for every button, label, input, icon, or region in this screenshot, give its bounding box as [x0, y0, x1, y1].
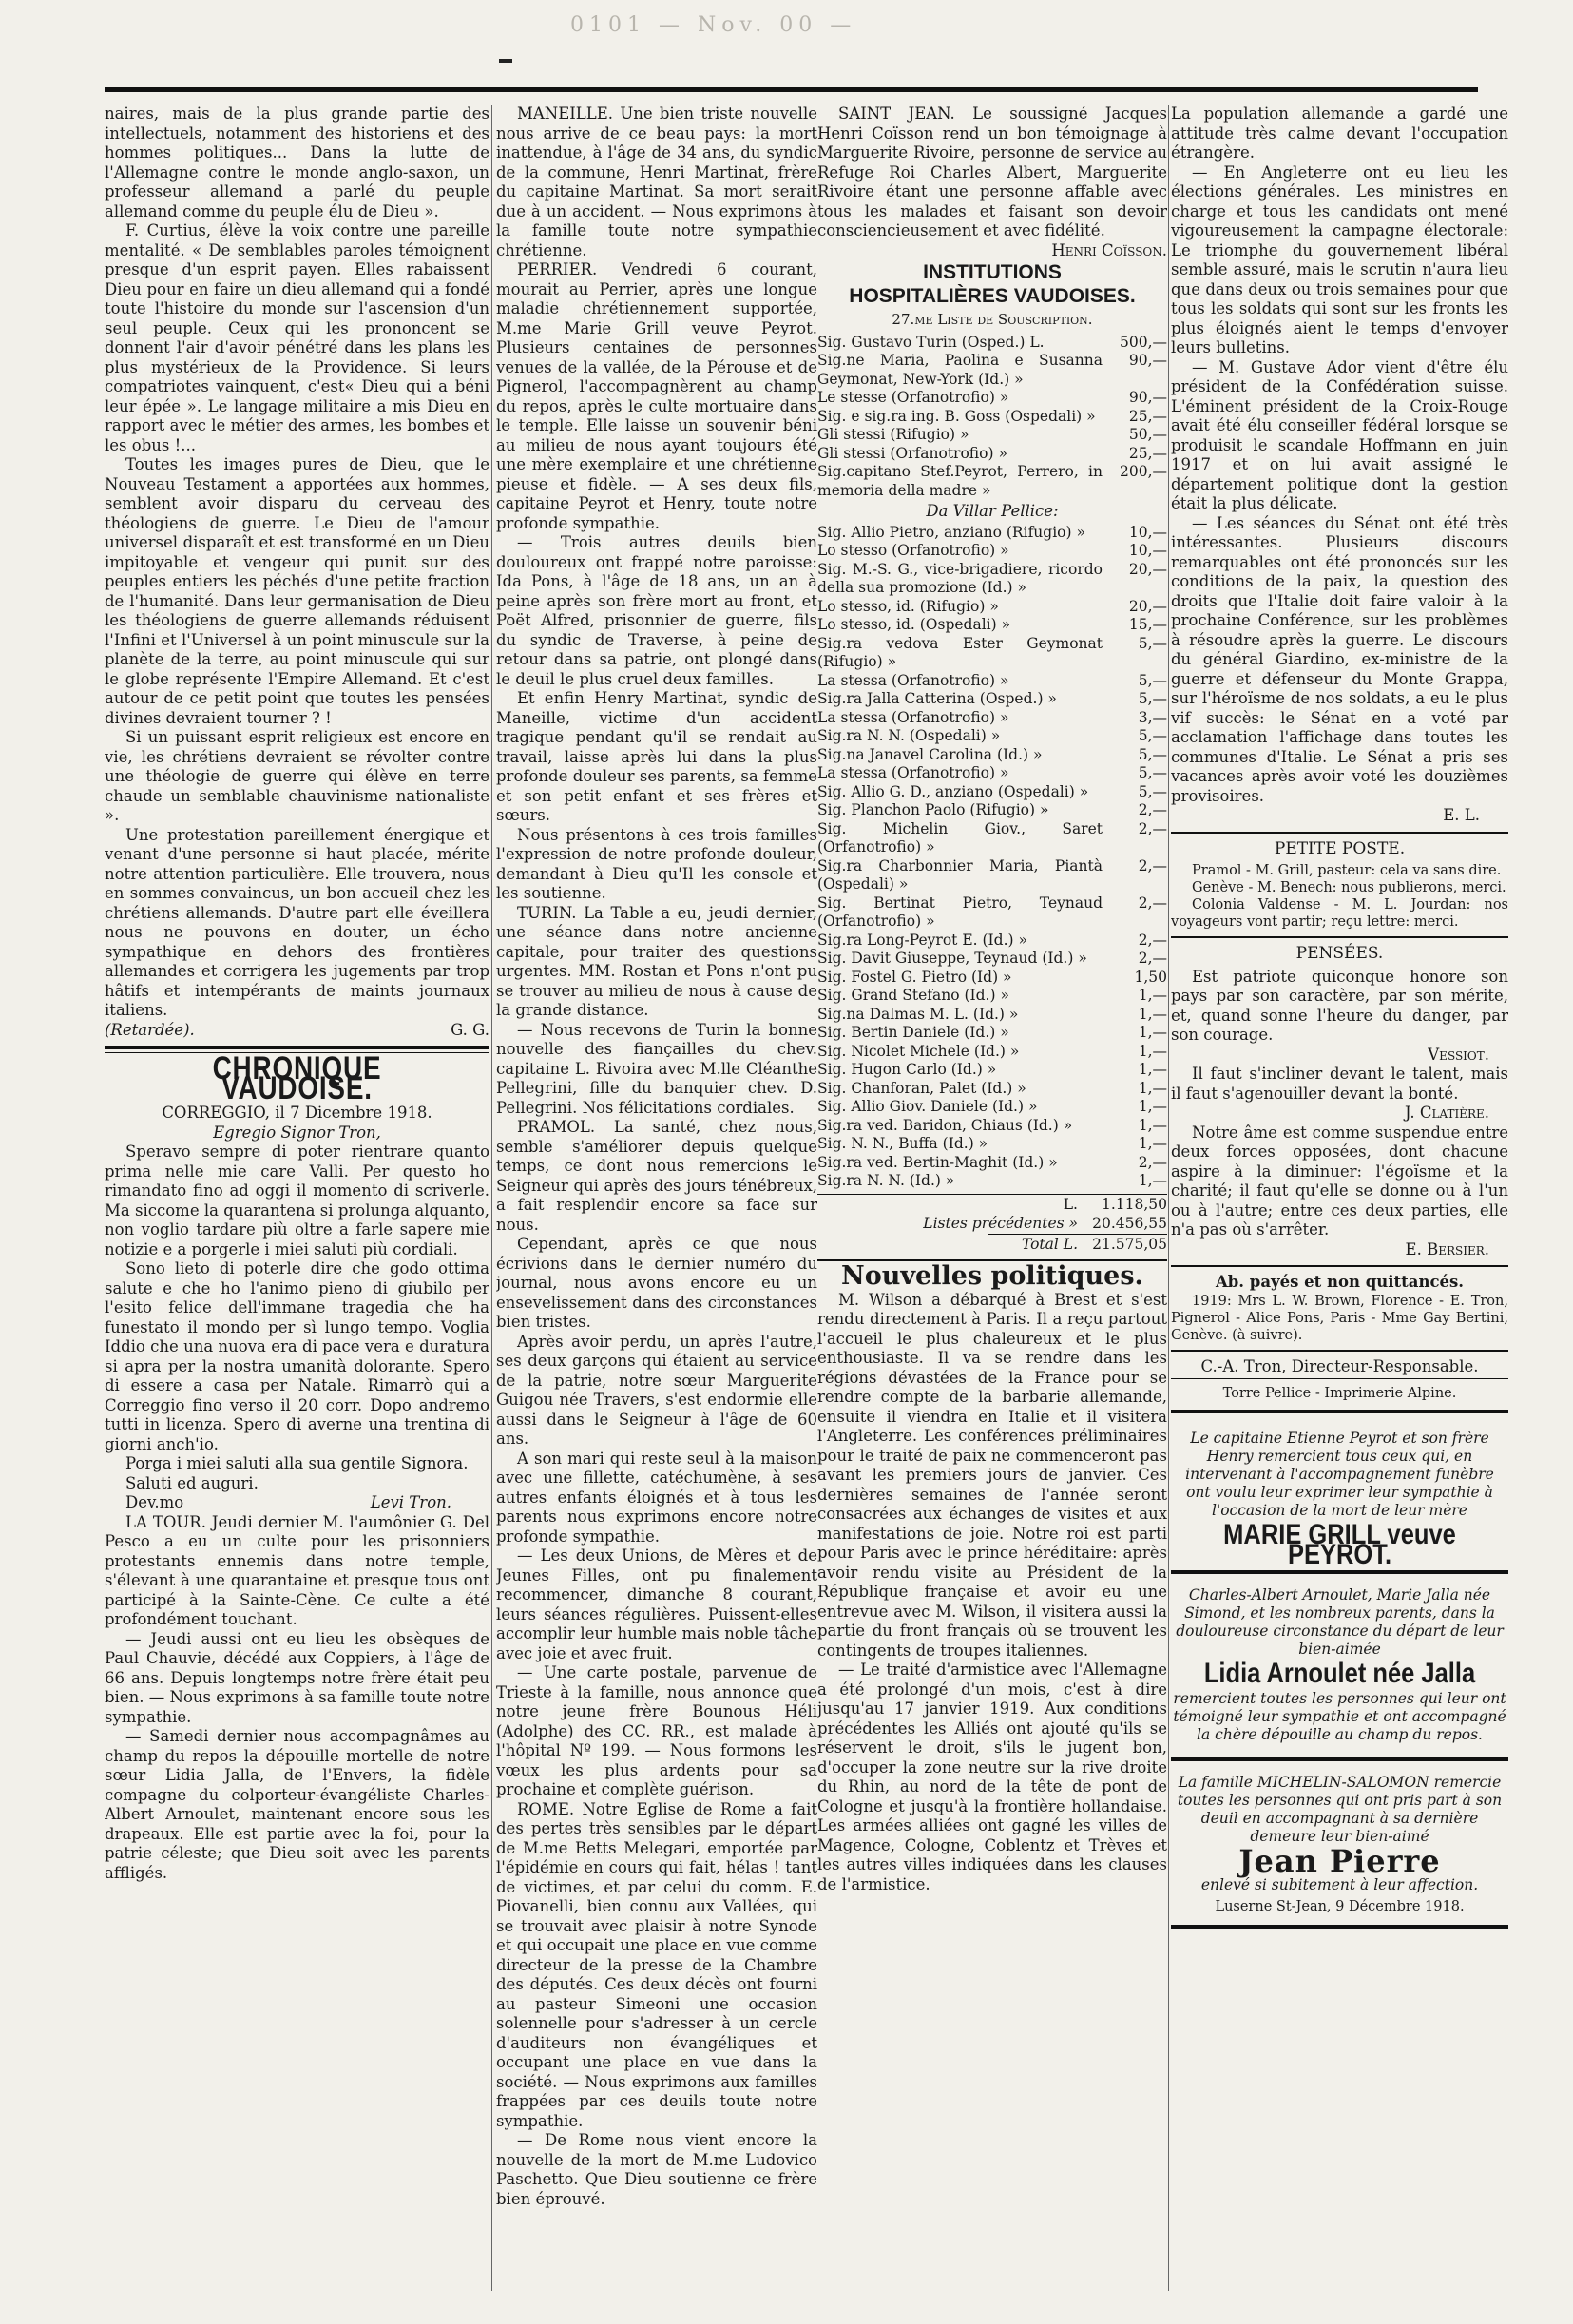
- donor-name: Sig. Bertin Daniele (Id.) »: [817, 1024, 1009, 1041]
- donation-amount: 90,—: [1128, 352, 1167, 369]
- donation-amount: 10,—: [1128, 542, 1167, 559]
- donor-name: La stessa (Orfanotrofio) »: [817, 764, 1009, 781]
- thought: Est patriote quiconque honore son pays par son caractère, par son mérite, et, quand sonne l'heure du danger, par son courage.: [1171, 967, 1508, 1044]
- donor-name: Sig.ra vedova Ester Geymonat (Rifugio) »: [817, 634, 1103, 670]
- list-item: [817, 1098, 1167, 1117]
- column-divider: [491, 105, 492, 2291]
- donation-amount: 20,—: [1128, 597, 1167, 615]
- article-paragraph: Sono lieto di poterle dire che godo ottima salute e che ho l'animo pieno di giubilo per l'esito felice dell'immane tragedia che ha funestato il mondo per sì lungo tempo. Voglia Iddio che una nuova era di pace vera e duratura si apra per la nostra umanità dolorante. Spero di essere a casa per Natale. Rimarrò qui a Correggio fino verso il 20 corr. Dopo andremo tutti in licenza. Spero di averne una trentina di giorni anch'io.: [105, 1259, 489, 1453]
- donation-amount: 90,—: [1128, 389, 1167, 406]
- donor-name: Sig.ra Charbonnier Maria, Piantà (Ospedali) »: [817, 856, 1103, 893]
- donation-amount: 3,—: [1138, 708, 1167, 726]
- subscription-list: [817, 334, 1167, 501]
- article-paragraph: ROME. Notre Eglise de Rome a fait des pertes très sensibles par le départ de M.me Betts Melegari, emportée par l'épidémie en cours qui fait, hélas ! tant de victimes, et par celui du comm. E. Piovanelli, bien connu aux Vallées, qui se trouvait avec plaisir à notre Synode et qui occupait une place en vue comme directeur de la presse de la Chambre des députés. Ces deux décès ont fourni au pasteur Simeoni une occasion solennelle pour s'adresser à un cercle d'auditeurs non évangéliques et occupant une place en vue dans la société. — Nous exprimons aux familles frappées par ces deuils toute notre sympathie.: [496, 1799, 817, 2130]
- list-item: [817, 783, 1167, 802]
- donor-name: Sig.ra Jalla Catterina (Osped.) »: [817, 690, 1057, 707]
- section-rule: [1171, 1350, 1508, 1352]
- article-paragraph: — Samedi dernier nous accompagnâmes au champ du repos la dépouille mortelle de notre sœur Lidia Jalla, de l'Envers, la fidèle compagne du colporteur-évangéliste Charles-Albert Arnoulet, maintenant encore sous les drapeaux. Elle est partie avec la foi, pour la patrie céleste; que Dieu soit avec les parents affligés.: [105, 1727, 489, 1882]
- section-rule: [1171, 1265, 1508, 1267]
- total-row: [817, 1235, 1167, 1255]
- donation-amount: 2,—: [1138, 893, 1167, 912]
- donor-name: Lo stesso (Orfanotrofio) »: [817, 542, 1009, 559]
- column-3: [817, 105, 1167, 2291]
- total-row: [817, 1195, 1167, 1215]
- poste-item: Genève - M. Benech: nous publierons, merci.: [1192, 880, 1506, 895]
- signature: J. Clatière.: [1405, 1104, 1489, 1122]
- article-paragraph: — En Angleterre ont eu lieu les élections générales. Les ministres en charge et tous les candidats ont mené vigoureusement la campagne électorale: Le triomphe du gouvernement libéral semble assuré, mais le scrutin n'aura lieu que dans deux ou trois semaines pour que tous les soldats qui sont sur les fronts les plus éloignés aient le temps d'envoyer leurs bulletins.: [1171, 163, 1508, 356]
- printer-line: Torre Pellice - Imprimerie Alpine.: [1222, 1386, 1457, 1401]
- signature: E. Bersier.: [1405, 1239, 1489, 1258]
- totals: [817, 1194, 1167, 1255]
- donor-name: Sig.ra ved. Baridon, Chiaus (Id.) »: [817, 1116, 1073, 1134]
- list-item: [817, 987, 1167, 1006]
- article-paragraph: Après avoir perdu, un après l'autre, ses deux garçons qui étaient au service de la patrie, notre sœur Marguerite Guigou née Travers, s'est endormie elle aussi dans le Seigneur à l'âge de 60 ans.: [496, 1332, 817, 1448]
- donation-amount: 5,—: [1138, 745, 1167, 763]
- section-rule: [1171, 936, 1508, 938]
- donor-name: Sig. Allio Pietro, anziano (Rifugio) »: [817, 523, 1085, 541]
- donor-name: Sig.na Dalmas M. L. (Id.) »: [817, 1005, 1019, 1023]
- donation-amount: 2,—: [1138, 1153, 1167, 1171]
- donor-name: Sig.ra N. N. (Id.) »: [817, 1172, 955, 1189]
- donor-name: Gli stessi (Orfanotrofio) »: [817, 444, 1007, 462]
- list-item: [817, 1024, 1167, 1043]
- header-noise: 0101 — Nov. 00 —: [570, 13, 857, 37]
- column-1: [105, 105, 489, 2291]
- donation-amount: 1,—: [1138, 1061, 1167, 1078]
- donor-name: Sig. Planchon Paolo (Rifugio) »: [817, 801, 1049, 818]
- notice-text: enlevé si subitement à leur affection.: [1200, 1876, 1479, 1893]
- signature-line: [105, 1021, 489, 1041]
- section-subtitle: 27.me Liste de Souscription.: [892, 311, 1093, 328]
- list-item: [817, 426, 1167, 445]
- section-title: HOSPITALIÈRES VAUDOISES.: [849, 285, 1136, 307]
- donation-amount: 25,—: [1128, 444, 1167, 462]
- article-paragraph: — M. Gustave Ador vient d'être élu président de la Confédération suisse. L'éminent président de la Croix-Rouge avait été élu conseiller fédéral lorsque se produisit le scandale Hoffmann en juin 1917 et on lui avait assigné le département politique dont la gestion était la plus délicate.: [1171, 357, 1508, 512]
- donation-amount: 5,—: [1138, 764, 1167, 781]
- signature: Vessiot.: [1428, 1045, 1489, 1064]
- donation-amount: 5,—: [1138, 671, 1167, 689]
- list-item: [817, 672, 1167, 691]
- article-paragraph: Une protestation pareillement énergique et venant d'une personne si haut placée, mérite notre attention particulière. Elle trouvera, nous en sommes convaincus, un bon accueil chez les chrétiens allemands. D'autre part elle éveillera nous ne pouvons en douter, un écho sympathique en dehors des frontières allemandes et corrigera les jugements par trop hâtifs et intempérants de maints journaux italiens.: [105, 825, 489, 1019]
- list-item: [817, 1061, 1167, 1080]
- donor-name: Sig. Nicolet Michele (Id.) »: [817, 1042, 1020, 1060]
- article-paragraph: — De Rome nous vient encore la nouvelle de la mort de M.me Ludovico Paschetto. Que Dieu soutienne ce frère bien éprouvé.: [496, 2131, 817, 2208]
- donation-amount: 500,—: [1119, 333, 1167, 351]
- donation-amount: 1,—: [1138, 1042, 1167, 1060]
- signature: Henri Coïsson.: [1051, 240, 1167, 259]
- list-item: [817, 561, 1167, 598]
- donor-name: Sig.ra N. N. (Ospedali) »: [817, 727, 1001, 744]
- donor-name: Sig. N. N., Buffa (Id.) »: [817, 1135, 988, 1152]
- donor-name: Sig. Grand Stefano (Id.) »: [817, 987, 1009, 1004]
- section-rule: [105, 1046, 489, 1049]
- article-paragraph: — Nous recevons de Turin la bonne nouvelle des fiançailles du chev. capitaine L. Rivoira avec M.lle Cléanthe Pellegrini, fille du banquier chev. D. Pellegrini. Nos félicitations cordiales.: [496, 1020, 817, 1117]
- list-item: [817, 969, 1167, 988]
- donation-amount: 1,—: [1138, 1024, 1167, 1041]
- total-amount: 20.456,55: [1092, 1215, 1167, 1232]
- total-label: Total L.: [1021, 1235, 1078, 1253]
- donation-amount: 20,—: [1128, 560, 1167, 578]
- donor-name: Sig.capitano Stef.Peyrot, Perrero, in memoria della madre »: [817, 463, 1103, 499]
- donation-amount: 15,—: [1128, 616, 1167, 633]
- notice-text: Le capitaine Etienne Peyrot et son frère Henry remercient tous ceux qui, en intervenant à l'accompagnement funèbre ont voulu leur exprimer leur sympathie à l'occasion de la mort de leur mère: [1185, 1430, 1494, 1519]
- list-item: [817, 727, 1167, 746]
- list-item: [817, 690, 1167, 709]
- poste-item: Pramol - M. Grill, pasteur: cela va sans dire.: [1192, 863, 1502, 878]
- list-item: [817, 1006, 1167, 1025]
- article-paragraph: — Jeudi aussi ont eu lieu les obsèques de Paul Chauvie, décédé aux Coppiers, à l'âge de 66 ans. Depuis longtemps notre frère était peu bien. — Nous exprimons à sa famille toute notre sympathie.: [105, 1629, 489, 1726]
- article-paragraph: Speravo sempre di poter rientrare quanto prima nelle mie care Valli. Per questo ho rimandato fino ad oggi il momento di scriverle. Ma siccome la quarantena si prolunga alquanto, non voglio tardare più oltre a farle sapere mie notizie e a porgerle i miei saluti più cordiali.: [105, 1143, 489, 1258]
- section-title: INSTITUTIONS: [923, 261, 1062, 283]
- donor-name: Sig. Allio G. D., anziano (Ospedali) »: [817, 782, 1089, 800]
- closing: Dev.mo: [125, 1493, 184, 1511]
- donor-name: Sig. Gustavo Turin (Osped.) L.: [817, 333, 1045, 351]
- donor-name: Gli stessi (Rifugio) »: [817, 426, 969, 443]
- notice-dateline: Luserne St-Jean, 9 Décembre 1918.: [1215, 1899, 1465, 1914]
- article-paragraph: Nous présentons à ces trois familles l'expression de notre profonde douleur, demandant à Dieu qu'Il les console et les soutienne.: [496, 825, 817, 902]
- donation-amount: 1,—: [1138, 1135, 1167, 1152]
- donation-amount: 1,—: [1138, 1005, 1167, 1023]
- salutation: Egregio Signor Tron,: [213, 1123, 381, 1142]
- list-item: [817, 1154, 1167, 1173]
- article-paragraph: Toutes les images pures de Dieu, que le Nouveau Testament a apportées aux hommes, semblent avoir disparu du cerveau des théologiens de guerre. Le Dieu de l'amour universel disparaît et est transformé en un Dieu impitoyable et vengeur qui punit sur des peuples entiers les péchés d'une petite fraction de l'humanité. Dans leur germanisation de Dieu les théologiens de guerre allemands réduisent l'Infini et l'Universel à un point minuscule sur la planète de la terre, au point minuscule qui sur le globe représente l'Empire Allemand. Et c'est autour de ce petit point que toutes les pensées divines devraient tourner ? !: [105, 455, 489, 727]
- list-item: [817, 598, 1167, 617]
- notice-name: Jean Pierre: [1238, 1842, 1441, 1879]
- donation-amount: 5,—: [1138, 634, 1167, 652]
- donation-amount: 5,—: [1138, 690, 1167, 707]
- list-item: [817, 764, 1167, 783]
- donation-amount: 10,—: [1128, 523, 1167, 541]
- article-paragraph: F. Curtius, élève la voix contre une pareille mentalité. « De semblables paroles témoignent presque d'un esprit payen. Elles rabaissent Dieu pour en faire un dieu allemand qui a fondé toute l'histoire du monde sur l'ascension d'un seul peuple. Ceux qui les prononcent se donnent l'air d'avoir pénétré dans les plans les plus mystérieux de la Providence. Si leurs compatriotes vainquent, c'est« Dieu qui a béni leur épée ». Le langage militaire a mis Dieu en rapport avec le métier des armes, les bombes et les obus !...: [105, 221, 489, 454]
- total-row: [817, 1214, 1167, 1234]
- donation-amount: 1,—: [1138, 1098, 1167, 1115]
- donation-amount: 50,—: [1128, 426, 1167, 443]
- list-item: [817, 334, 1167, 353]
- donor-name: Lo stesso, id. (Ospedali) »: [817, 616, 1011, 633]
- notice-name: Lidia Arnoulet née Jalla: [1203, 1658, 1476, 1689]
- notice-name: MARIE GRILL veuve PEYROT.: [1223, 1519, 1456, 1570]
- list-item: [817, 616, 1167, 635]
- article-paragraph: Et enfin Henry Martinat, syndic de Maneille, victime d'un accident tragique pendant qu'il se rendait au travail, laisse après lui dans la plus profonde douleur ses parents, sa femme et son petit enfant et ses frères et sœurs.: [496, 689, 817, 824]
- section-rule: [1171, 832, 1508, 834]
- list-item: [817, 894, 1167, 932]
- donor-name: Le stesse (Orfanotrofio) »: [817, 389, 1009, 406]
- section-rule: [1171, 1570, 1508, 1574]
- signature: E. L.: [1443, 806, 1480, 824]
- donation-amount: 5,—: [1138, 727, 1167, 744]
- article-paragraph: La population allemande a gardé une attitude très calme devant l'occupation étrangère.: [1171, 105, 1508, 162]
- article-paragraph: A son mari qui reste seul à la maison avec une fillette, catéchumène, à ses autres enfants éloignés et à tous les parents nous exprimons encore notre profonde sympathie.: [496, 1449, 817, 1546]
- notice-text: remercient toutes les personnes qui leur ont témoigné leur sympathie et ont accompagné la chère dépouille au champ du repos.: [1173, 1689, 1506, 1743]
- article-paragraph: Saluti ed auguri.: [125, 1473, 259, 1492]
- donor-name: Sig.na Janavel Carolina (Id.) »: [817, 745, 1043, 763]
- list-item: [817, 820, 1167, 857]
- list-item: [817, 932, 1167, 951]
- director-line: C.-A. Tron, Directeur-Responsable.: [1200, 1356, 1479, 1375]
- list-item: [817, 389, 1167, 408]
- article-paragraph: PERRIER. Vendredi 6 courant, mourait au Perrier, après une longue maladie chrétiennement supportée, M.me Marie Grill veuve Peyrot. Plusieurs centaines de personnes venues de la vallée, de la Pérouse et de Pignerol, l'accompagnèrent au champ du repos, après le culte mortuaire dans le temple. Elle laisse un souvenir béni au milieu de nous ayant toujours été une mère exemplaire et une chrétienne pieuse et fidèle. — A ses deux fils, capitaine Peyrot et Henry, toute notre profonde sympathie.: [496, 260, 817, 532]
- donor-name: Sig. Davit Giuseppe, Teynaud (Id.) »: [817, 950, 1087, 967]
- header-dash: [499, 59, 512, 63]
- list-item: [817, 857, 1167, 894]
- donation-amount: 5,—: [1138, 782, 1167, 800]
- article-paragraph: — Les séances du Sénat ont été très intéressantes. Plusieurs discours remarquables ont été prononcés sur les conditions de la paix, la question des droits que l'Italie doit faire valoir à la prochaine Conférence, sur les problèmes à résoudre après la guerre. Le discours du général Giardino, ex-ministre de la guerre et défenseur du Monte Grappa, sur l'héroïsme de nos soldats, a eu le plus vif succès: le Sénat en a voté par acclamation l'affichage dans toutes les communes d'Italie. Le Sénat a pris ses vacances après avoir voté les douzièmes provisoires.: [1171, 513, 1508, 805]
- article-paragraph: MANEILLE. Une bien triste nouvelle nous arrive de ce beau pays: la mort inattendue, à l'âge de 34 ans, du syndic de la commune, Henri Martinat, frère du capitaine Martinat. Sa mort serait due à un accident. — Nous exprimons à la famille toute notre sympathie chrétienne.: [496, 105, 817, 259]
- list-item: [817, 1043, 1167, 1062]
- section-rule: [1171, 1757, 1508, 1761]
- thought: Il faut s'incliner devant le talent, mais il faut s'agenouiller devant la bonté.: [1171, 1065, 1508, 1103]
- list-item: [817, 1117, 1167, 1136]
- signature-line: [105, 1493, 489, 1513]
- article-paragraph: — Le traité d'armistice avec l'Allemagne a été prolongé d'un mois, c'est à dire jusqu'au 17 janvier 1919. Aux conditions précédentes les Alliés ont ajouté qu'ils se réservent le droit, s'ils le jugent bon, d'occuper la zone neutre sur la rive droite du Rhin, au nord de la tête de pont de Cologne et jusqu'à la frontière hollandaise. Les armées alliées ont gagné les villes de Magence, Cologne, Coblentz et Trèves et les autres villes indiquées dans les clauses de l'armistice.: [817, 1661, 1167, 1893]
- total-amount: 21.575,05: [1092, 1235, 1167, 1253]
- donation-amount: 1,—: [1138, 1079, 1167, 1097]
- donor-name: Sig.ra ved. Bertin-Maghit (Id.) »: [817, 1153, 1058, 1171]
- donation-amount: 200,—: [1119, 463, 1167, 480]
- article-paragraph: SAINT JEAN. Le soussigné Jacques Henri Coïsson rend un bon témoignage à Marguerite Rivoire, personne de service au Refuge Roi Charles Albert, Marguerite Rivoire étant une personne affable avec tous les malades et faisant son devoir consciencieusement et avec fidélité.: [817, 105, 1167, 240]
- list-item: [817, 408, 1167, 427]
- notice-text: Charles-Albert Arnoulet, Marie Jalla née Simond, et les nombreux parents, dans la douloureuse circonstance du départ de leur bien-aimée: [1176, 1586, 1504, 1658]
- section-title: Ab. payés et non quittancés.: [1215, 1273, 1465, 1291]
- section-title: Nouvelles politiques.: [841, 1261, 1143, 1291]
- section-rule: [1171, 1925, 1508, 1929]
- article-paragraph: LA TOUR. Jeudi dernier M. l'aumônier G. Del Pesco a eu un culte pour les prisonniers protestants ennemis dans notre temple, s'élevant à une quarantaine et presque tous ont participé à la Sainte-Cène. Ce culte a été profondément touchant.: [105, 1512, 489, 1628]
- article-paragraph: Porga i miei saluti alla sua gentile Signora.: [125, 1454, 469, 1472]
- article-paragraph: naires, mais de la plus grande partie des intellectuels, notamment des historiens et des hommes politiques... Dans la lutte de l'Allemagne contre le monde anglo-saxon, un professeur allemand a parlé du peuple allemand comme du peuple élu de Dieu ».: [105, 105, 489, 221]
- donor-name: Sig.ra Long-Peyrot E. (Id.) »: [817, 931, 1027, 949]
- donor-name: Sig. e sig.ra ing. B. Goss (Ospedali) »: [817, 407, 1096, 425]
- list-item: [817, 352, 1167, 389]
- list-item: [817, 1080, 1167, 1099]
- article-paragraph: — Trois autres deuils bien douloureux ont frappé notre paroisse: Ida Pons, à l'âge de 18 ans, un an à peine après son frère mort au front, et Poët Alfred, prisonnier de guerre, fils du syndic de Traverse, à peine de retour dans sa patrie, ont plongé dans le deuil le plus cruel deux familles.: [496, 533, 817, 688]
- poste-item: Colonia Valdense - M. L. Jourdan: nos voyageurs vont partir; reçu lettre: merci.: [1171, 897, 1508, 930]
- total-label: Listes précédentes »: [923, 1215, 1078, 1232]
- section-title: PENSÉES.: [1295, 944, 1384, 963]
- total-label: L.: [1063, 1195, 1078, 1213]
- list-item: [817, 542, 1167, 561]
- article-paragraph: PRAMOL. La santé, chez nous, semble s'améliorer depuis quelque temps, ce dont nous remercions le Seigneur qui après des jours ténébreux, a fait resplendir encore sa face sur nous.: [496, 1118, 817, 1234]
- list-item: [817, 709, 1167, 728]
- donation-amount: 1,—: [1138, 1116, 1167, 1134]
- column-4: [1171, 105, 1508, 2291]
- list-item: [817, 463, 1167, 500]
- list-item: [817, 1135, 1167, 1154]
- list-item: [817, 445, 1167, 464]
- signature: G. G.: [451, 1020, 489, 1039]
- ab-list: 1919: Mrs L. W. Brown, Florence - E. Tron, Pignerol - Alice Pons, Paris - Mme Gay Bertini, Genève. (à suivre).: [1171, 1293, 1508, 1343]
- donor-name: Lo stesso, id. (Rifugio) »: [817, 597, 999, 615]
- donor-name: Sig. Fostel G. Pietro (Id) »: [817, 968, 1012, 986]
- subscription-list: [817, 524, 1167, 1191]
- donation-amount: 2,—: [1138, 950, 1167, 967]
- donor-name: Sig. Hugon Carlo (Id.) »: [817, 1061, 997, 1078]
- donor-name: La stessa (Orfanotrofio) »: [817, 671, 1009, 689]
- column-2: [496, 105, 817, 2291]
- donation-amount: 2,—: [1138, 819, 1167, 837]
- donor-name: Sig. M.-S. G., vice-brigadiere, ricordo della sua promozione (Id.) »: [817, 560, 1103, 596]
- donor-name: Sig. Michelin Giov., Saret (Orfanotrofio) »: [817, 819, 1103, 855]
- thought: Notre âme est comme suspendue entre deux forces opposées, dont chacune aspire à la diminuer: l'égoïsme et la charité; il faut qu'elle se donne ou à l'un ou à l'autre; entre ces deux parties, elle n'a pas où s'arrêter.: [1171, 1123, 1508, 1239]
- list-item: [817, 635, 1167, 672]
- signature: Levi Tron.: [370, 1493, 451, 1511]
- notice-text: La famille MICHELIN-SALOMON remercie toutes les personnes qui ont pris part à son deuil en accompagnant à sa dernière demeure leur bien-aimé: [1177, 1773, 1503, 1845]
- list-item: [817, 801, 1167, 820]
- top-rule: [105, 87, 1478, 92]
- article-paragraph: — Les deux Unions, de Mères et de Jeunes Filles, ont pu finalement recommencer, dimanche 8 courant, leurs séances régulières. Puissent-elles accomplir leur humble mais noble tâche avec joie et avec fruit.: [496, 1546, 817, 1662]
- column-divider: [1168, 105, 1169, 2291]
- dateline: CORREGGIO, il 7 Dicembre 1918.: [162, 1104, 432, 1122]
- donation-amount: 25,—: [1128, 407, 1167, 425]
- list-item: [817, 524, 1167, 543]
- article-paragraph: M. Wilson a débarqué à Brest et s'est rendu directement à Paris. Il a reçu partout l'accueil le plus chaleureux et le plus enthousiaste. Il va se rendre dans les régions dévastées de la France pour se rendre compte de la barbarie allemande, ensuite il viendra en Italie et il visitera l'Angleterre. Les conférences préliminaires pour le traité de paix ne commenceront pas avant les premiers jours de janvier. Ces dernières semaines de l'année seront consacrées aux échanges de visites et aux manifestations de joie. Notre roi est parti pour Paris avec le prince héréditaire: après avoir rendu visite au Président de la République française et avoir eu une entrevue avec M. Wilson, il visitera aussi la partie du front français où se trouvent les contingents de troupes italiennes.: [817, 1290, 1167, 1660]
- donation-amount: 2,—: [1138, 801, 1167, 818]
- donation-amount: 1,—: [1138, 1172, 1167, 1189]
- donor-name: Sig.ne Maria, Paolina e Susanna Geymonat, New-York (Id.) »: [817, 352, 1103, 388]
- donor-name: La stessa (Orfanotrofio) »: [817, 708, 1009, 726]
- article-paragraph: Cependant, après ce que nous écrivions dans le dernier numéro du journal, nous avons encore eu un ensevelissement dans des circonstances bien tristes.: [496, 1235, 817, 1331]
- donation-amount: 2,—: [1138, 856, 1167, 874]
- article-paragraph: Si un puissant esprit religieux est encore en vie, les chrétiens devraient se révolter contre une théologie de guerre qui élève en terre chaude un semblable chauvinisme nationaliste ».: [105, 728, 489, 824]
- article-paragraph: — Une carte postale, parvenue de Trieste à la famille, nous annonce que notre jeune frère Bounous Héli (Adolphe) des CC. RR., est malade à l'hôpital Nº 199. — Nous formons les vœux les plus ardents pour sa prochaine et complète guérison.: [496, 1663, 817, 1798]
- list-item: [817, 1172, 1167, 1191]
- donor-name: Sig. Bertinat Pietro, Teynaud (Orfanotrofio) »: [817, 893, 1103, 930]
- list-item: [817, 746, 1167, 765]
- total-amount: 1.118,50: [1101, 1195, 1167, 1213]
- section-rule: [1171, 1378, 1508, 1379]
- donation-amount: 1,—: [1138, 987, 1167, 1004]
- list-subhead: Da Villar Pellice:: [926, 502, 1059, 520]
- donation-amount: 2,—: [1138, 931, 1167, 949]
- retardee-note: (Retardée).: [105, 1020, 195, 1039]
- article-paragraph: TURIN. La Table a eu, jeudi dernier, une séance dans notre ancienne capitale, pour traiter des questions urgentes. MM. Rostan et Pons n'ont pu se trouver au milieu de nous à cause de la grande distance.: [496, 903, 817, 1019]
- list-item: [817, 950, 1167, 969]
- donor-name: Sig. Allio Giov. Daniele (Id.) »: [817, 1098, 1038, 1115]
- donor-name: Sig. Chanforan, Palet (Id.) »: [817, 1079, 1026, 1097]
- section-rule: [1171, 1410, 1508, 1413]
- donation-amount: 1,50: [1134, 968, 1167, 986]
- section-title: PETITE POSTE.: [1274, 838, 1406, 858]
- section-title: CHRONIQUE VAUDOISE.: [212, 1050, 382, 1106]
